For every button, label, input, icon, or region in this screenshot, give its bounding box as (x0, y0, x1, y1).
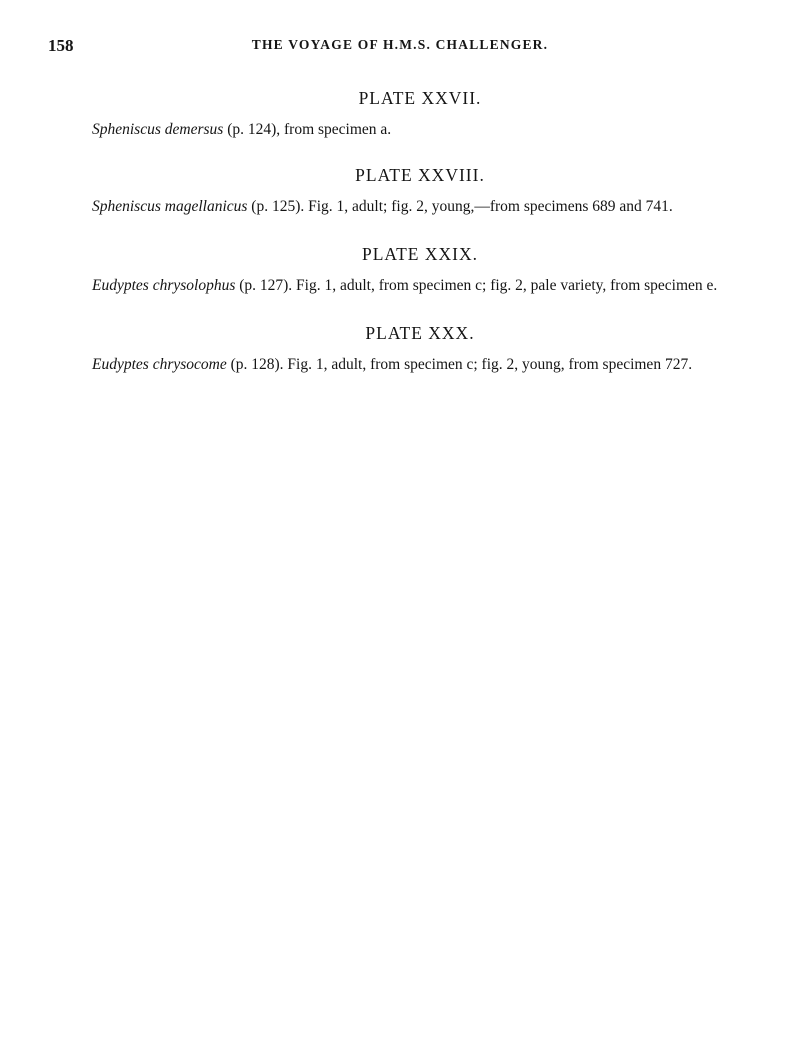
species-name: Spheniscus demersus (92, 121, 224, 138)
species-name: Spheniscus magellanicus (92, 198, 248, 215)
plate-heading: PLATE XXIX. (362, 244, 478, 264)
plate-heading: PLATE XXVIII. (355, 165, 485, 185)
plate-details: (p. 127). Fig. 1, adult, from specimen c; fig. 2, pale variety, from specimen e. (235, 277, 718, 294)
plate-list (92, 88, 748, 376)
running-title: THE VOYAGE OF H.M.S. CHALLENGER. (251, 37, 549, 52)
plate-description (92, 196, 748, 218)
plate-heading: PLATE XXVII. (358, 88, 482, 108)
species-name: Eudyptes chrysolophus (92, 277, 236, 294)
plate-details: (p. 124), from specimen a. (223, 121, 392, 138)
page-number: 158 (48, 36, 74, 55)
plate-entry (92, 244, 748, 297)
plate-entry (92, 88, 748, 141)
plate-entry (92, 323, 748, 376)
plate-details: (p. 128). Fig. 1, adult, from specimen c; fig. 2, young, from specimen 727. (226, 356, 693, 373)
plate-entry (92, 165, 748, 218)
plate-description (92, 354, 748, 376)
plate-heading: PLATE XXX. (365, 323, 475, 343)
plate-description (92, 275, 748, 297)
species-name: Eudyptes chrysocome (92, 356, 227, 373)
plate-description (92, 119, 748, 141)
plate-details: (p. 125). Fig. 1, adult; fig. 2, young,—from specimens 689 and 741. (247, 198, 673, 215)
running-header (48, 36, 752, 58)
